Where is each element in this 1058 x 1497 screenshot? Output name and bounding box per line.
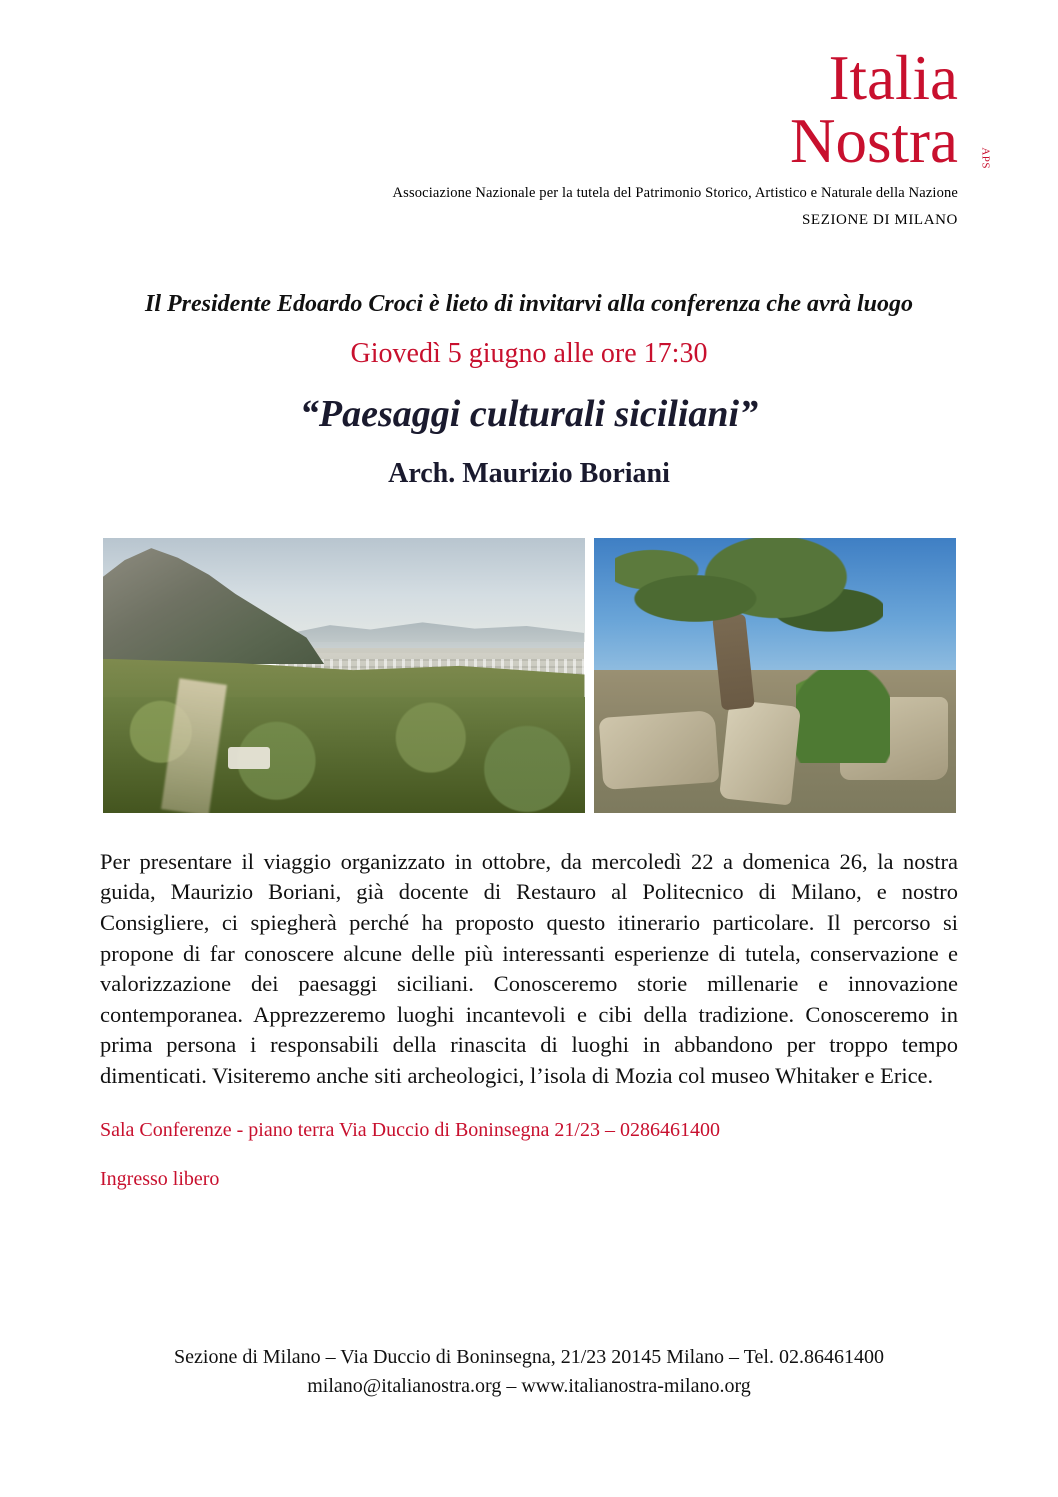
footer-address: Sezione di Milano – Via Duccio di Boninsegna, 21/23 20145 Milano – Tel. 02.86461400 [174,1346,884,1368]
logo-text-italia: Italia [828,43,958,113]
olive-canopy [615,538,883,670]
venue-line: Sala Conferenze - piano terra Via Duccio di Boninsegna 21/23 – 0286461400 [100,1119,720,1142]
speaker-name: Arch. Maurizio Boriani [388,457,670,489]
description-paragraph: Per presentare il viaggio organizzato in ottobre, da mercoledì 22 a domenica 26, la nostra guida, Maurizio Boriani, già docente di Restauro al Politecnico di Milano, e nostro Consigliere, ci spiegherà perché ha proposto questo itinerario particolare. Il percorso si propone di far conoscere alcune delle più interessanti esperienze di tutela, conservazione e valorizzazione dei paesaggi siciliani. Conosceremo storie millenarie e innovazione contemporanea. Apprezzeremo luoghi incantevoli e cibi della tradizione. Conosceremo in prima persona i responsabili della rinascita di luoghi in abbandono per troppo tempo dimenticati. Visiteremo anche siti archeologici, l’isola di Mozia col museo Whitaker e Erice. [100,848,958,1088]
landscape-photo-left [103,538,585,813]
footer-contacts: milano@italianostra.org – www.italianostra-milano.org [307,1375,751,1397]
logo-aps-suffix: APS [980,147,992,169]
ruin-stone-left [598,710,719,789]
white-building-spot [228,747,270,769]
photo-strip [100,538,958,813]
logo-text-nostra [790,105,992,176]
conference-title: “Paesaggi culturali siciliani” [299,392,759,435]
header [100,0,992,229]
section-label: SEZIONE DI MILANO [801,211,958,228]
ruin-column-center [719,699,801,805]
admission-line: Ingresso libero [100,1168,220,1191]
footer [0,1343,1058,1401]
italia-nostra-logo [790,43,992,176]
logo-nostra-word: Nostra [790,105,958,176]
dwarf-palm-layer [796,670,890,764]
event-date: Giovedì 5 giugno alle ore 17:30 [350,337,708,369]
association-subtitle: Associazione Nazionale per la tutela del Patrimonio Storico, Artistico e Naturale della Nazione [392,184,958,201]
olive-tree-photo-right [594,538,956,813]
invitation-intro: Il Presidente Edoardo Croci è lieto di invitarvi alla conferenza che avrà luogo [145,290,913,317]
